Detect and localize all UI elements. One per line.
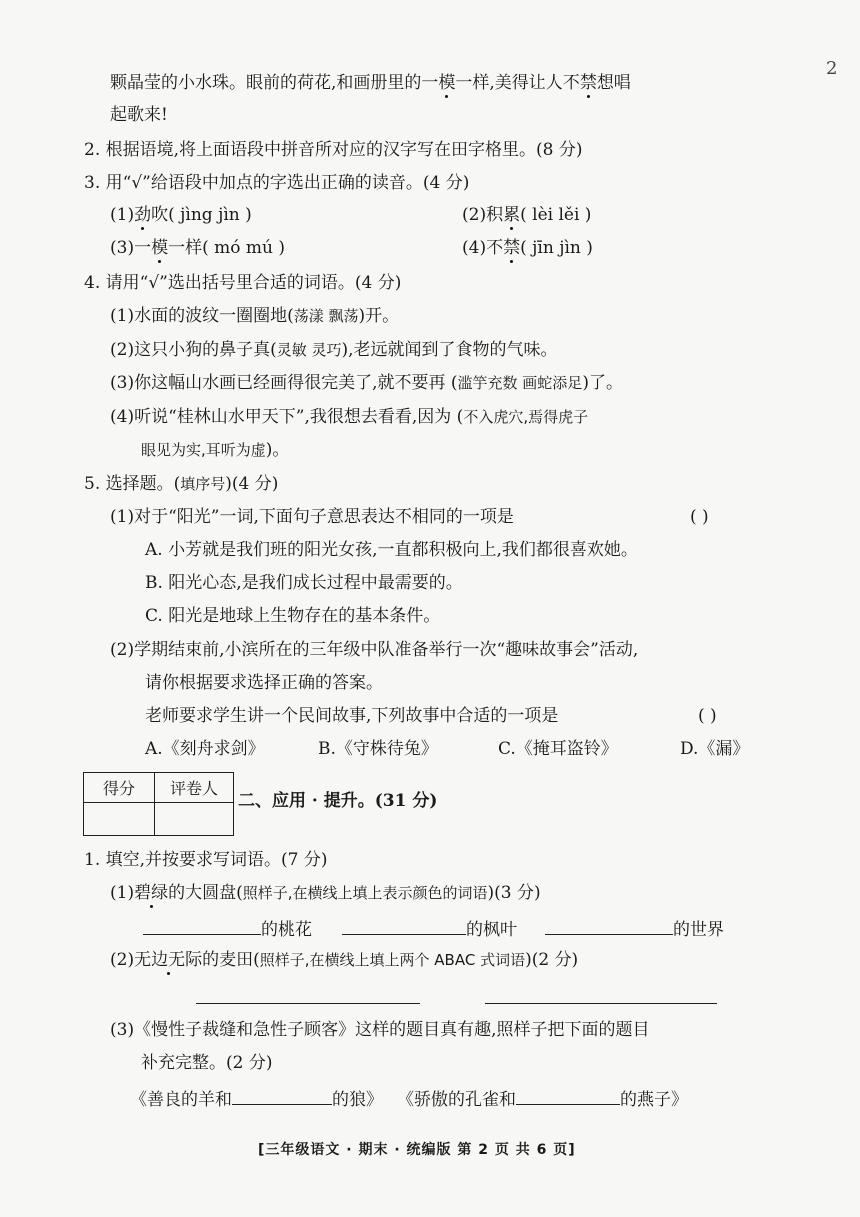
q5-sub-1: (1)对于“阳光”一词,下面句子意思表达不相同的一项是 bbox=[110, 507, 514, 527]
q4-item-4-line-2 bbox=[141, 440, 289, 460]
item-text: 的麦田( bbox=[202, 950, 260, 970]
answer-blank[interactable] bbox=[516, 1086, 620, 1105]
item-text: 的大圆盘( bbox=[168, 883, 243, 903]
option-c: C. 阳光是地球上生物存在的基本条件。 bbox=[145, 606, 441, 626]
passage-text: 想唱 bbox=[596, 73, 631, 93]
q3-item-4 bbox=[462, 238, 593, 258]
q5-sub-2-line-2: 请你根据要求选择正确的答案。 bbox=[145, 673, 383, 693]
title-completion-row bbox=[130, 1086, 688, 1110]
option-a: A. 小芳就是我们班的阳光女孩,一直都积极向上,我们都很喜欢她。 bbox=[145, 540, 638, 560]
passage-line-1 bbox=[110, 73, 631, 93]
item-text: (2)积 bbox=[462, 205, 504, 225]
dotted-word: 碧绿 bbox=[134, 883, 169, 903]
score-label: 得分 bbox=[84, 773, 155, 803]
section-2-heading: 二、应用 · 提升。(31 分) bbox=[238, 791, 438, 811]
word-options: 不入虎穴,焉得虎子 bbox=[463, 408, 589, 426]
item-text: )。 bbox=[265, 440, 290, 460]
item-number: (1) bbox=[110, 883, 135, 903]
item-text: (3)一 bbox=[110, 238, 152, 258]
option-b: B. 阳光心态,是我们成长过程中最需要的。 bbox=[145, 573, 463, 593]
option-b: B.《守株待兔》 bbox=[318, 739, 438, 759]
blank-suffix: 的桃花 bbox=[261, 920, 312, 940]
instruction-note: 照样子,在横线上填上表示颜色的词语 bbox=[242, 884, 488, 902]
item-text: (4)听说“桂林山水甲天下”,我很想去看看,因为 ( bbox=[110, 407, 464, 427]
q4-item-3 bbox=[110, 373, 623, 393]
pinyin-options: 一样( mó mú ) bbox=[168, 238, 285, 258]
question-4-title: 4. 请用“√”选出括号里合适的词语。(4 分) bbox=[84, 273, 402, 293]
question-2: 2. 根据语境,将上面语段中拼音所对应的汉字写在田字格里。(8 分) bbox=[84, 140, 583, 160]
q3-item-1 bbox=[110, 205, 252, 225]
item-text: (1)水面的波纹一圈圈地( bbox=[110, 306, 294, 326]
question-3-title: 3. 用“√”给语段中加点的字选出正确的读音。(4 分) bbox=[84, 173, 470, 193]
title-suffix: 的燕子》 bbox=[620, 1090, 688, 1110]
answer-blank[interactable] bbox=[143, 916, 261, 935]
answer-paren: ( ) bbox=[690, 507, 709, 527]
question-5-title bbox=[84, 474, 278, 494]
divider bbox=[154, 773, 155, 835]
passage-text: 一样,美得让人不 bbox=[455, 73, 580, 93]
answer-blank[interactable] bbox=[232, 1086, 332, 1105]
passage-text: 颗晶莹的小水珠。眼前的荷花,和画册里的一 bbox=[110, 73, 439, 93]
s2-q1-part-3-line-2: 补充完整。(2 分) bbox=[141, 1053, 273, 1073]
q5-sub-2-line-1: (2)学期结束前,小滨所在的三年级中队准备举行一次“趣味故事会”活动, bbox=[110, 640, 639, 660]
q4-item-2 bbox=[110, 340, 558, 360]
blank-suffix: 的枫叶 bbox=[466, 920, 517, 940]
dotted-char: 禁 bbox=[503, 238, 521, 258]
word-options: 眼见为实,耳听为虚 bbox=[141, 441, 266, 459]
s2-q1-part-1 bbox=[110, 883, 541, 903]
title-prefix: 《骄傲的孔雀和 bbox=[397, 1090, 516, 1110]
item-text: )了。 bbox=[582, 373, 623, 393]
page-corner-number: 2 bbox=[826, 58, 838, 79]
answer-paren: ( ) bbox=[698, 706, 717, 726]
grader-label: 评卷人 bbox=[155, 773, 233, 803]
item-text: (4)不 bbox=[462, 238, 504, 258]
q4-item-4 bbox=[110, 407, 588, 427]
s2-q1-part-3-line-1: (3)《慢性子裁缝和急性子顾客》这样的题目真有趣,照样子把下面的题目 bbox=[110, 1020, 650, 1040]
dotted-char: 模 bbox=[151, 238, 169, 258]
q3-item-3 bbox=[110, 238, 285, 258]
title-text: 5. 选择题。( bbox=[84, 474, 181, 494]
title-prefix: 《善良的羊和 bbox=[130, 1090, 232, 1110]
title-text: )(4 分) bbox=[225, 474, 279, 494]
s2-q1-part-2 bbox=[110, 950, 578, 970]
option-d: D.《漏》 bbox=[680, 739, 750, 759]
instruction-note: 照样子,在横线上填上两个 ABAC 式词语 bbox=[259, 951, 526, 969]
item-text: )(3 分) bbox=[487, 883, 541, 903]
item-number: (2) bbox=[110, 950, 135, 970]
answer-blank[interactable] bbox=[545, 916, 673, 935]
dotted-char: 累 bbox=[503, 205, 521, 225]
score-box bbox=[83, 772, 234, 836]
answer-blank[interactable] bbox=[342, 916, 466, 935]
word-options: 滥竽充数 画蛇添足 bbox=[457, 374, 583, 392]
option-a: A.《刻舟求剑》 bbox=[145, 739, 265, 759]
dotted-char: 模 bbox=[438, 73, 456, 93]
dotted-char: 劲 bbox=[134, 205, 152, 225]
item-text: )(2 分) bbox=[525, 950, 579, 970]
item-text: )开。 bbox=[358, 306, 400, 326]
q5-sub-2-line-3: 老师要求学生讲一个民间故事,下列故事中合适的一项是 bbox=[145, 706, 559, 726]
blank-suffix: 的世界 bbox=[673, 920, 724, 940]
q3-item-2 bbox=[462, 205, 591, 225]
answer-line[interactable] bbox=[196, 1003, 420, 1004]
word-options: 灵敏 灵巧 bbox=[276, 341, 342, 359]
item-text: ),老远就闻到了食物的气味。 bbox=[341, 340, 558, 360]
title-note: 填序号 bbox=[180, 475, 226, 493]
passage-line-2: 起歌来! bbox=[110, 105, 168, 125]
s2-question-1-title: 1. 填空,并按要求写词语。(7 分) bbox=[84, 850, 328, 870]
item-number: (1) bbox=[110, 205, 135, 225]
word-options: 荡漾 飘荡 bbox=[293, 307, 359, 325]
pinyin-options: ( jīn jìn ) bbox=[520, 238, 593, 258]
answer-line[interactable] bbox=[485, 1003, 717, 1004]
item-text: (2)这只小狗的鼻子真( bbox=[110, 340, 277, 360]
dotted-word: 无边无际 bbox=[134, 950, 203, 970]
page-footer: [三年级语文 · 期末 · 统编版 第 2 页 共 6 页] bbox=[258, 1142, 576, 1158]
blank-row-colors bbox=[143, 916, 724, 940]
item-text: (3)你这幅山水画已经画得很完美了,就不要再 ( bbox=[110, 373, 458, 393]
q4-item-1 bbox=[110, 306, 399, 326]
pinyin-options: ( lèi lěi ) bbox=[520, 205, 592, 225]
dotted-char: 禁 bbox=[579, 73, 597, 93]
option-c: C.《掩耳盗铃》 bbox=[498, 739, 618, 759]
pinyin-options: 吹( jìng jìn ) bbox=[151, 205, 252, 225]
title-suffix: 的狼》 bbox=[332, 1090, 383, 1110]
